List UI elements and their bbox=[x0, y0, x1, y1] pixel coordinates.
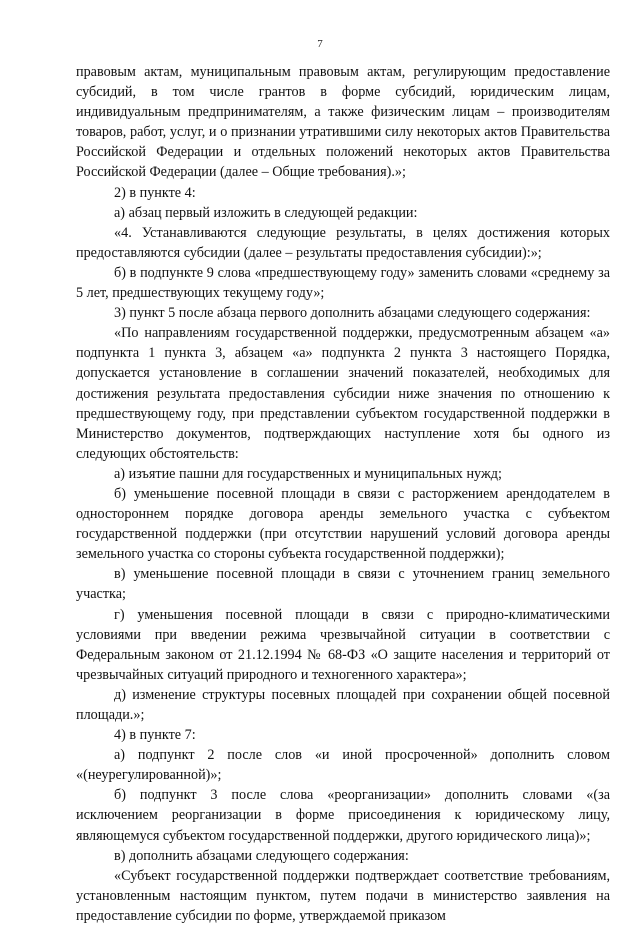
paragraph-subitem-4a: а) подпункт 2 после слов «и иной просроченной» дополнить словом «(неурегулированной)»; bbox=[76, 747, 610, 784]
paragraph-item-3: 3) пункт 5 после абзаца первого дополнить абзацами следующего содержания: bbox=[114, 305, 591, 322]
paragraph-subitem-4b: б) подпункт 3 после слова «реорганизации» дополнить словами «(за исключением реорганизации в форме присоединения к юридическому лицу, являющемуся субъектом государственной поддержки, другого юридического лица)»; bbox=[76, 787, 610, 844]
paragraph-quote-subject: «Субъект государственной поддержки подтверждает соответствие требованиям, установленным настоящим пунктом, путем подачи в министерство заявления на предоставление субсидии по форме, утверждаемой приказом bbox=[76, 867, 610, 924]
paragraph-quote-directions: «По направлениям государственной поддержки, предусмотренным абзацем «а» подпункта 1 пункта 3, абзацем «а» подпункта 2 пункта 3 настоящего Порядка, допускается установление в соглашении значений показателей, необходимых для достижения результата предоставления субсидии ниже значения по отношению к предшествующему году, при представлении субъектом государственной поддержки в Министерство документов, подтверждающих наступление хотя бы одного из следующих обстоятельств: bbox=[76, 325, 610, 462]
paragraph-circumstance-a: а) изъятие пашни для государственных и муниципальных нужд; bbox=[114, 465, 502, 482]
paragraph-item-4: 4) в пункте 7: bbox=[114, 727, 196, 744]
paragraph-circumstance-v: в) уменьшение посевной площади в связи с уточнением границ земельного участка; bbox=[76, 566, 610, 603]
paragraph-circumstance-d: д) изменение структуры посевных площадей при сохранении общей посевной площади.»; bbox=[76, 686, 610, 723]
paragraph-circumstance-g: г) уменьшения посевной площади в связи с природно-климатическими условиями при введении режима чрезвычайной ситуации в соответствии с Федеральным законом от 21.12.1994 № 68-ФЗ «О защите населения и территорий от чрезвычайных ситуаций природного и техногенного характера»; bbox=[76, 606, 610, 683]
paragraph-subitem-2b: б) в подпункте 9 слова «предшествующему году» заменить словами «среднему за 5 лет, предшествующих текущему году»; bbox=[76, 264, 610, 302]
paragraph-subitem-4v: в) дополнить абзацами следующего содержания: bbox=[114, 847, 409, 864]
page-number: 7 bbox=[317, 38, 323, 50]
document-body bbox=[76, 62, 610, 926]
paragraph-item-2: 2) в пункте 4: bbox=[114, 184, 196, 201]
paragraph-quote-4: «4. Устанавливаются следующие результаты, в целях достижения которых предоставляются субсидии (далее – результаты предоставления субсидии):»; bbox=[76, 224, 610, 261]
paragraph-subitem-2a: а) абзац первый изложить в следующей редакции: bbox=[114, 204, 418, 221]
paragraph-circumstance-b: б) уменьшение посевной площади в связи с расторжением арендодателем в одностороннем порядке договора аренды земельного участка с субъектом государственной поддержки (при отсутствии нарушений условий договора аренды земельного участка со стороны субъекта государственной поддержки); bbox=[76, 485, 610, 563]
paragraph-continuation: правовым актам, муниципальным правовым актам, регулирующим предоставление субсидий, в том числе грантов в форме субсидий, юридическим лицам, индивидуальным предпринимателям, а также физическим лицам – производителям товаров, работ, услуг, и о признании утратившими силу некоторых актов Правительства Российской Федерации и отдельных положений некоторых актов Правительства Российской Федерации (далее – Общие требования).»; bbox=[76, 64, 610, 181]
